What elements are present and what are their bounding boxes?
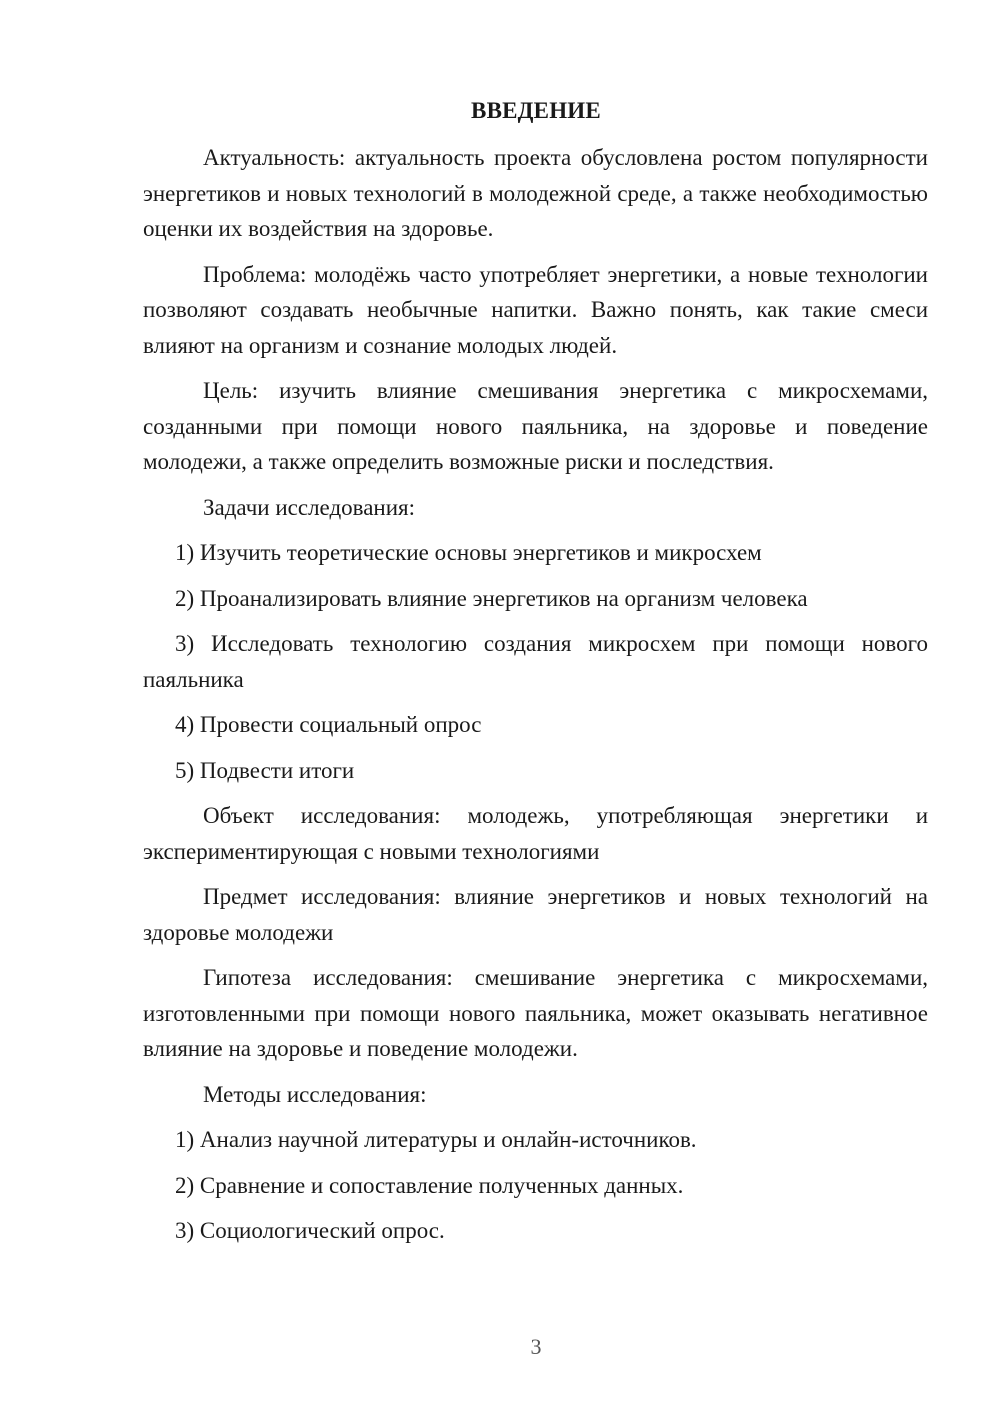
methods-heading: Методы исследования: [203,1081,427,1107]
relevance-paragraph: Актуальность: актуальность проекта обусловлена ростом популярности энергетиков и новых технологий в молодежной среде, а также необходимостью оценки их воздействия на здоровье. [143,145,928,241]
goal-paragraph: Цель: изучить влияние смешивания энергетика с микросхемами, созданными при помощи нового паяльника, на здоровье и поведение молодежи, а также определить возможные риски и последствия. [143,378,928,474]
object-paragraph: Объект исследования: молодежь, употребляющая энергетики и экспериментирующая с новыми технологиями [143,803,928,864]
page-number: 3 [530,1334,542,1359]
task-item-2: 2) Проанализировать влияние энергетиков на организм человека [175,585,808,611]
task-item-5: 5) Подвести итоги [175,757,355,783]
subject-paragraph: Предмет исследования: влияние энергетиков и новых технологий на здоровье молодежи [143,884,928,945]
method-item-3: 3) Социологический опрос. [175,1218,445,1243]
problem-paragraph: Проблема: молодёжь часто употребляет энергетики, а новые технологии позволяют создавать необычные напитки. Важно понять, как такие смеси влияют на организм и сознание молодых людей. [143,261,928,358]
hypothesis-paragraph: Гипотеза исследования: смешивание энергетика с микросхемами, изготовленными при помощи нового паяльника, может оказывать негативное влияние на здоровье и поведение молодежи. [143,965,928,1061]
task-item-3: 3) Исследовать технологию создания микросхем при помощи нового паяльника [143,631,928,692]
document-body [143,140,928,1259]
method-item-2: 2) Сравнение и сопоставление полученных данных. [175,1172,684,1198]
tasks-heading: Задачи исследования: [203,494,416,520]
task-item-1: 1) Изучить теоретические основы энергетиков и микросхем [175,540,762,565]
method-item-1: 1) Анализ научной литературы и онлайн-источников. [175,1127,697,1152]
section-title: ВВЕДЕНИЕ [471,98,601,123]
task-item-4: 4) Провести социальный опрос [175,712,482,737]
